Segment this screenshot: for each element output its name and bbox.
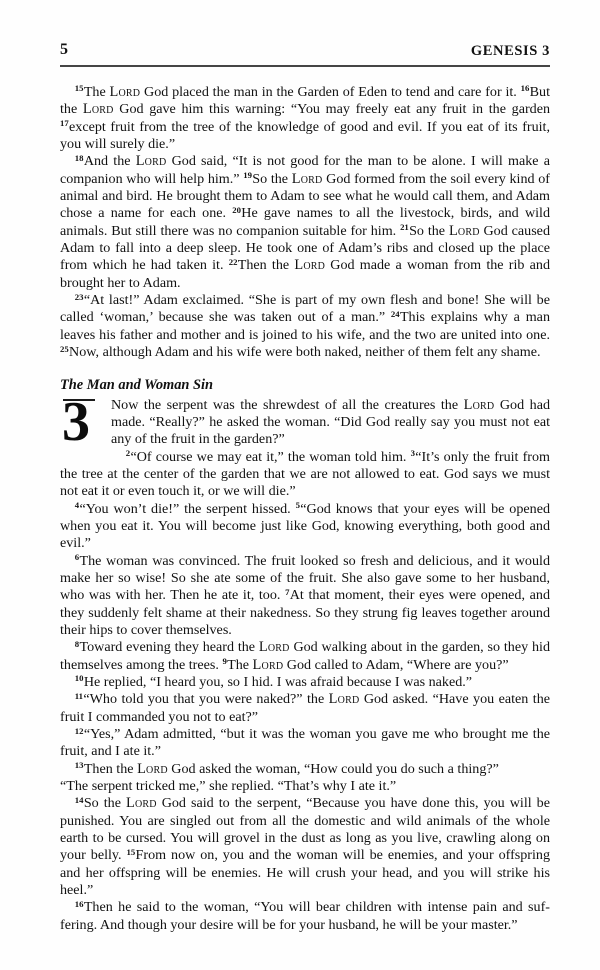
verse-number: 4 [74, 500, 80, 511]
verse-text: “Who told you that you were naked?” the [83, 691, 329, 708]
verse-text: God called to Adam, “Where are you?” [283, 656, 509, 673]
verse-text: except fruit from the tree of the knowledge of good and evil. If you eat of its fruit, you will surely die.” [60, 118, 550, 153]
verse-text: Then the [237, 257, 295, 274]
verse-number: 12 [74, 725, 84, 736]
verse-number: 13 [74, 760, 84, 771]
verse-text: “God knows that your eyes will be opened when you eat it. You will become just like God, knowing everything, both good and evil.” [60, 500, 550, 552]
verse-number: 7 [285, 586, 290, 597]
verse-text: But the [60, 84, 550, 118]
verse-text: “It’s only the fruit from the tree at the center of the garden that we are not allowed to eat. God says we must not eat it or even touch it, or we will die.” [60, 448, 550, 500]
verse-text: So the [83, 795, 126, 812]
verse-text: From now on, you and the woman will be enemies, and your offspring and her offspring will be enemies. He will crush your head, and you will strike his heel.” [60, 847, 551, 899]
paragraph-genesis-3-10 [60, 674, 550, 691]
verse-text: “Yes,” Adam admitted, “but it was the woman you gave me who brought me the fruit, and I ate it.” [60, 726, 550, 760]
verse-text: God placed the man in the Garden of Eden to tend and care for it. [140, 84, 521, 100]
verse-text: “Of course we may eat it,” the woman told him. [130, 448, 411, 465]
verse-text: Then he said to the woman, “You will bear children with intense pain and suffering. And though your desire will be for your husband, he will be your master.” [60, 899, 550, 933]
verse-number: 16 [74, 898, 84, 909]
divine-name: Lord [125, 795, 157, 812]
divine-name: Lord [252, 656, 284, 673]
verse-text: God gave him this warning: “You may freely eat any fruit in the garden [113, 101, 550, 118]
chapter-dropcap-group [62, 390, 106, 453]
verse-number: 24 [390, 308, 400, 319]
verse-number: 10 [74, 673, 84, 684]
divine-name: Lord [109, 84, 141, 100]
verse-text: God had made. “Really?” he asked the woman. “Did God really say you must not eat any of the fruit in the garden?” [111, 396, 550, 448]
running-head [60, 42, 550, 58]
verse-text: “At last!” Adam exclaimed. “She is part of my own flesh and bone! She will be called ‘woman,’ because she was taken out of a man.” [60, 292, 550, 326]
verse-text: Then the [83, 760, 138, 777]
verse-number: 25 [60, 343, 69, 354]
paragraph-genesis-2-23-25 [60, 292, 550, 361]
verse-number: 15 [74, 83, 84, 94]
paragraph-genesis-3-12 [60, 726, 550, 761]
paragraph-genesis-2-18-22 [60, 153, 550, 292]
verse-text: God walking about in the garden, so they hid themselves among the trees. [60, 639, 550, 673]
verse-text: Toward evening they heard the [79, 639, 259, 656]
divine-name: Lord [258, 639, 290, 656]
verse-number: 21 [400, 222, 409, 233]
paragraph-genesis-3-8-9 [60, 639, 550, 674]
paragraph-genesis-2-15-17 [60, 84, 550, 153]
verse-number: 9 [222, 656, 227, 667]
divine-name: Lord [463, 396, 495, 413]
verse-text: He gave names to all the livestock, birds, and wild animals. But still there was no companion suitable for him. [60, 205, 550, 239]
verse-text: And the [83, 153, 136, 170]
paragraph-genesis-3-13 [60, 761, 550, 778]
verse-text: Now, although Adam and his wife were both naked, neither of them felt any shame. [69, 344, 541, 361]
verse-number: 6 [74, 552, 80, 563]
verse-text: At that moment, their eyes were opened, and they suddenly felt shame at their nakedness. So they strung fig leaves together around their hips to cover themselves. [60, 587, 550, 638]
divine-name: Lord [291, 170, 323, 187]
verse-text: God formed from the soil every kind of animal and bird. He brought them to Adam to see what he would call them, and Adam chose a name for each one. [60, 170, 550, 222]
verse-number: 14 [74, 794, 84, 805]
section-heading: The Man and Woman Sin [60, 376, 214, 393]
paragraph-genesis-3-1 [60, 397, 550, 449]
verse-number: 8 [74, 638, 80, 649]
verse-text: God asked the woman, “How could you do such a thing?” [167, 760, 499, 777]
paragraph-genesis-3-16 [60, 899, 550, 934]
divine-name: Lord [448, 222, 480, 239]
header-rule [60, 65, 550, 67]
page-number: 5 [60, 41, 69, 58]
verse-text: God made a woman from the rib and brought her to Adam. [60, 257, 550, 291]
verse-text: “You won’t die!” the serpent hissed. [79, 500, 296, 517]
verse-number: 5 [295, 500, 300, 511]
verse-number: 3 [410, 448, 415, 458]
divine-name: Lord [137, 760, 168, 777]
divine-name: Lord [328, 691, 360, 708]
verse-text: So the [252, 170, 292, 187]
verse-number: 15 [126, 846, 136, 857]
chapter-number: 3 [62, 390, 90, 453]
verse-text: He replied, “I heard you, so I hid. I was afraid because I was naked.” [83, 674, 473, 690]
paragraph-serpent-reply: “The serpent tricked me,” she replied. “That’s why I ate it.” [60, 778, 397, 795]
verse-number: 22 [228, 256, 238, 267]
paragraph-genesis-3-14-15 [60, 795, 550, 899]
verse-text: The [227, 656, 253, 673]
book-chapter-reference: GENESIS 3 [470, 42, 550, 59]
text-column [60, 84, 550, 934]
verse-text: God said to the serpent, “Because you have done this, you will be punished. You are singled out from all the domestic and wild animals of the whole earth to be cursed. You will grovel in the dust as long as you live, crawling along on your belly. [60, 795, 550, 864]
divine-name: Lord [135, 153, 167, 170]
verse-text: So the [409, 222, 449, 239]
verse-text: The [83, 84, 110, 100]
divine-name: Lord [82, 101, 114, 118]
verse-text: God caused Adam to fall into a deep sleep. He took one of Adam’s ribs and closed up the place from which he had taken it. [60, 222, 550, 274]
verse-number: 11 [74, 690, 84, 701]
chapter-opener [60, 390, 550, 501]
verse-number: 2 [125, 448, 131, 458]
verse-text: God asked. “Have you eaten the fruit I commanded you not to eat?” [60, 691, 550, 725]
verse-number: 16 [520, 83, 530, 94]
verse-number: 23 [74, 291, 84, 302]
paragraph-genesis-3-6-7 [60, 553, 550, 640]
paragraph-genesis-3-2-3 [60, 449, 550, 501]
divine-name: Lord [294, 257, 326, 274]
paragraph-genesis-3-11 [60, 691, 550, 726]
verse-number: 17 [60, 118, 69, 129]
verse-text: Now the serpent was the shrewdest of all the creatures the [111, 396, 464, 413]
verse-number: 20 [232, 204, 241, 215]
verse-number: 19 [243, 170, 252, 181]
paragraph-genesis-3-4-5 [60, 501, 550, 553]
verse-text: God said, “It is not good for the man to be alone. I will make a companion who will help him.” [60, 153, 550, 187]
verse-text: The woman was convinced. The fruit looked so fresh and delicious, and it would make her so wise! So she ate some of the fruit. She also gave some to her husband, who was with her. Then he ate it, too. [60, 552, 550, 604]
verse-number: 18 [74, 152, 84, 163]
verse-text: This explains why a man leaves his father and mother and is joined to his wife, and the two are united into one. [60, 309, 550, 343]
